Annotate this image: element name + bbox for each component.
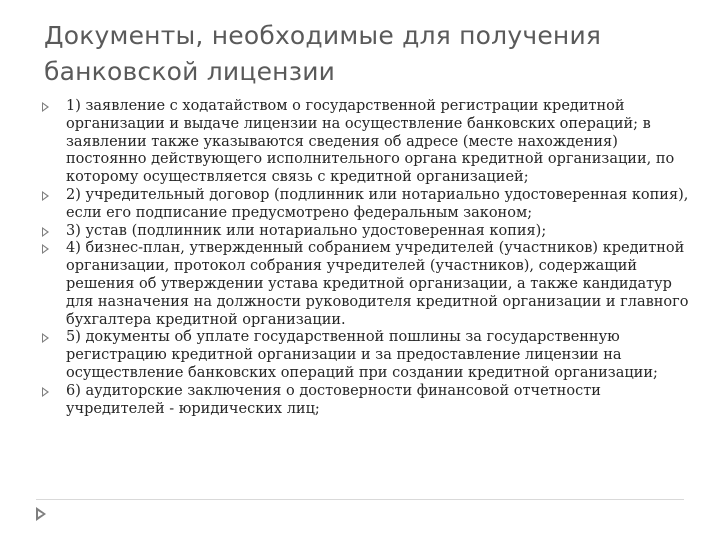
list-item xyxy=(42,187,692,223)
list-item-text: 6) аудиторские заключения о достоверности финансовой отчетности учредителей - юридических лиц; xyxy=(66,382,601,417)
list-item xyxy=(42,98,692,187)
footer-divider xyxy=(36,499,684,500)
list-item-text: 5) документы об уплате государственной пошлины за государственную регистрацию кредитной организации и за предоставление лицензии на осуществление банковских операций при создании кредитной организации; xyxy=(66,329,658,381)
slide-title: Документы, необходимые для получения банковской лицензии xyxy=(44,21,602,86)
triangle-bullet-icon xyxy=(42,102,49,112)
triangle-bullet-icon xyxy=(42,333,49,343)
list-item-text: 1) заявление с ходатайством о государственной регистрации кредитной организации и выдаче лицензии на осуществление банковских операций; в заявлении также указываются сведения об адресе (месте нахождения) постоянно действующего исполнительного органа кредитной организации, по которому осуществляется связь с кредитной организацией; xyxy=(66,98,675,186)
triangle-bullet-icon xyxy=(42,244,49,254)
triangle-bullet-icon xyxy=(42,191,49,201)
list-item xyxy=(42,240,692,329)
footer-arrow-icon xyxy=(33,505,49,523)
list-item-text: 4) бизнес-план, утвержденный собранием учредителей (участников) кредитной организации, протокол собрания учредителей (участников), содержащий решения об утверждении устава кредитной организации, а также кандидатур для назначения на должности руководителя кредитной организации и главного бухгалтера кредитной организации. xyxy=(66,240,689,328)
list-item-text: 3) устав (подлинник или нотариально удостоверенная копия); xyxy=(66,222,547,239)
triangle-bullet-icon xyxy=(42,387,49,397)
list-item xyxy=(42,383,692,419)
bullet-list xyxy=(42,98,692,418)
list-item-text: 2) учредительный договор (подлинник или нотариально удостоверенная копия), если его подписание предусмотрено федеральным законом; xyxy=(66,186,689,221)
list-item xyxy=(42,329,692,382)
list-item xyxy=(42,223,692,241)
triangle-bullet-icon xyxy=(42,227,49,237)
